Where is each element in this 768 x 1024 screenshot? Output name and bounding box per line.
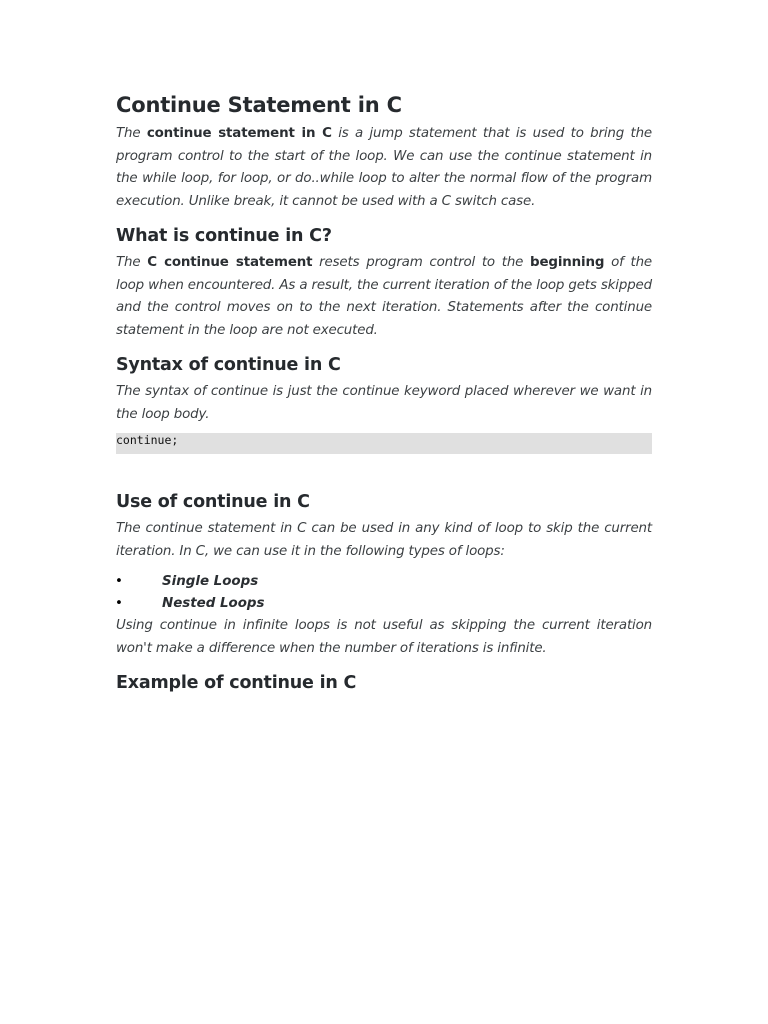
code-block xyxy=(116,433,652,454)
syntax-paragraph: The syntax of continue is just the continue keyword placed wherever we want in the loop body. xyxy=(116,384,652,422)
what-text-2: resets program control to the xyxy=(312,255,531,270)
page-title: Continue Statement in C xyxy=(116,93,402,117)
list-item-label: Nested Loops xyxy=(162,596,265,611)
intro-paragraph xyxy=(116,123,652,213)
what-text-1: The xyxy=(116,255,148,270)
list-item-label: Single Loops xyxy=(162,574,259,589)
code-line: continue; xyxy=(116,433,179,447)
document-page xyxy=(116,88,652,699)
what-text-3: of the loop when encountered. As a result, the current iteration of the loop gets skipped and the control moves on to the next iteration. Statements after the continue statement in the loop are not executed. xyxy=(116,255,653,338)
what-bold-term: C continue statement xyxy=(147,255,313,270)
use-paragraph: The continue statement in C can be used in any kind of loop to skip the current iteration. In C, we can use it in the following types of loops: xyxy=(116,521,652,559)
use-after-paragraph: Using continue in infinite loops is not useful as skipping the current iteration won't make a difference when the number of iterations is infinite. xyxy=(116,618,652,656)
section-heading-use: Use of continue in C xyxy=(116,492,310,512)
loop-types-list xyxy=(116,571,652,615)
list-item xyxy=(116,593,652,615)
section-heading-example: Example of continue in C xyxy=(116,673,357,693)
bullet-icon: • xyxy=(115,574,123,589)
list-item xyxy=(116,571,652,593)
intro-text-1: The xyxy=(116,126,147,141)
what-bold-beginning: beginning xyxy=(530,255,605,270)
bullet-icon: • xyxy=(115,596,123,611)
section-heading-syntax: Syntax of continue in C xyxy=(116,355,341,375)
intro-bold-term: continue statement in C xyxy=(146,126,332,141)
section-heading-what: What is continue in C? xyxy=(116,226,332,246)
intro-text-2: is a jump statement that is used to bring the program control to the start of the loop. We can use the continue statement in the while loop, for loop, or do..while loop to alter the normal flow of the program execution. Unlike break, it cannot be used with a C switch case. xyxy=(116,126,653,209)
what-paragraph xyxy=(116,252,652,342)
